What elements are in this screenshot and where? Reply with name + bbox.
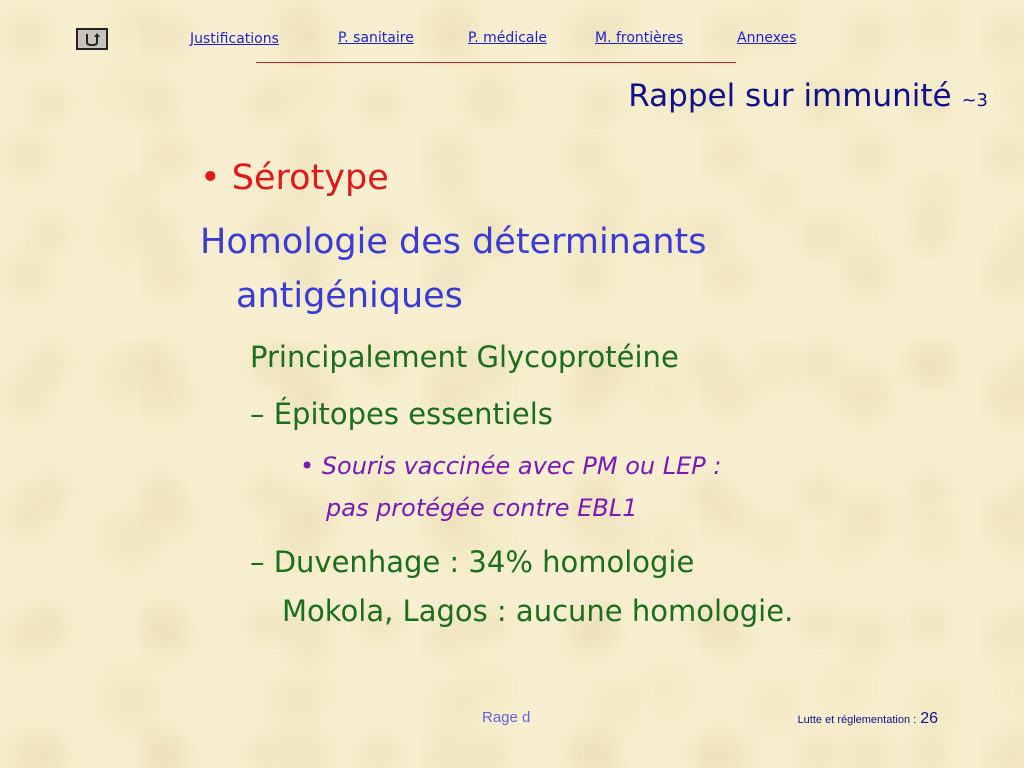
sub-item-duvenhage-text: Duvenhage : 34% homologie	[273, 545, 695, 579]
slide-title	[628, 78, 988, 114]
slide-title-text: Rappel sur immunité	[628, 78, 952, 114]
slide-title-suffix: ~3	[961, 90, 988, 111]
dash-marker: –	[250, 545, 274, 579]
footer-label: Lutte et réglementation :	[797, 714, 917, 726]
paragraph-homologie-line2: antigéniques	[236, 276, 463, 316]
subsub-item-souris-line1	[300, 452, 722, 480]
footer-page-info	[798, 710, 938, 728]
sub-item-glycoproteine: Principalement Glycoprotéine	[250, 340, 679, 374]
nav-divider	[256, 62, 736, 63]
bullet-marker: •	[200, 158, 232, 198]
home-button[interactable]	[76, 28, 108, 50]
bullet-serotype-text: Sérotype	[231, 158, 389, 198]
sub-item-mokola: Mokola, Lagos : aucune homologie.	[282, 594, 794, 628]
bullet-serotype	[200, 158, 389, 198]
nav-link-justifications[interactable]: Justifications	[190, 31, 279, 47]
nav-link-m-frontieres[interactable]: M. frontières	[595, 30, 684, 46]
dash-marker: –	[250, 397, 274, 431]
bullet-marker: •	[300, 452, 322, 480]
sub-item-epitopes	[250, 397, 553, 431]
sub-item-epitopes-text: Épitopes essentiels	[273, 397, 553, 431]
sub-item-duvenhage	[250, 545, 694, 579]
return-arrow-icon	[82, 31, 102, 47]
footer-title: Rage d	[482, 709, 531, 726]
subsub-item-souris-text: Souris vaccinée avec PM ou LEP :	[321, 452, 722, 480]
nav-link-annexes[interactable]: Annexes	[737, 30, 797, 46]
subsub-item-souris-line2: pas protégée contre EBL1	[326, 494, 638, 522]
paragraph-homologie-line1: Homologie des déterminants	[200, 222, 707, 262]
nav-link-p-sanitaire[interactable]: P. sanitaire	[338, 30, 414, 46]
nav-link-p-medicale[interactable]: P. médicale	[468, 30, 547, 46]
page-number: 26	[920, 710, 938, 727]
